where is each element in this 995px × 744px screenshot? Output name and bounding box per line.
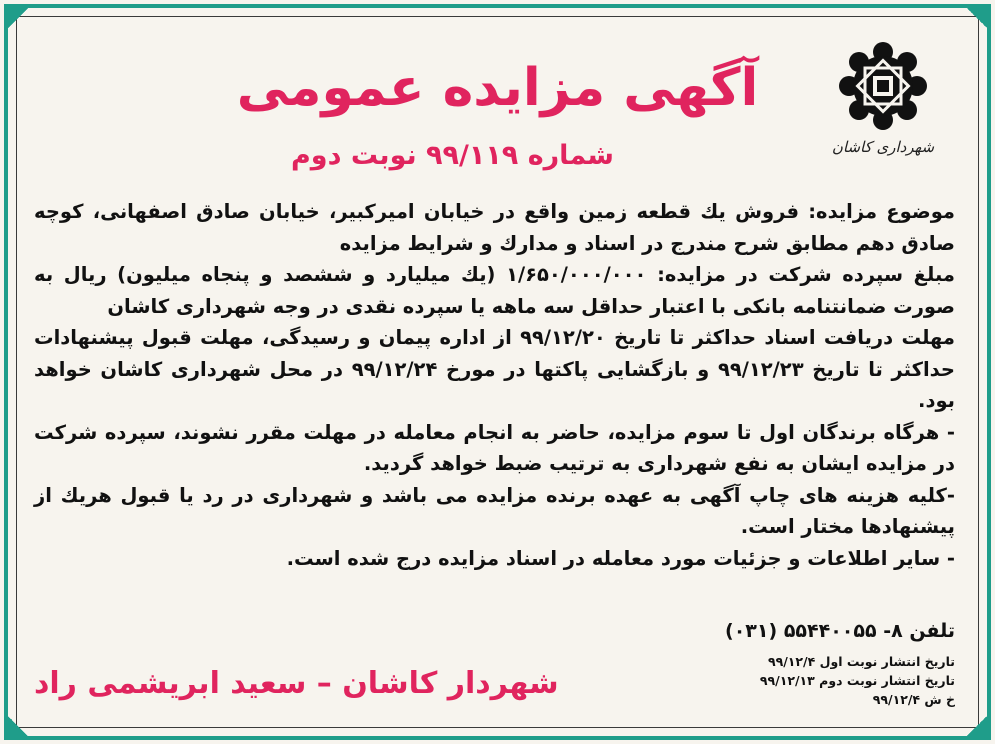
paragraph-deposit: مبلغ سپرده شرکت در مزایده: ۱/۶۵۰/۰۰۰/۰۰۰ (یك میلیارد و ششصد و پنجاه میلیون) ریال به صورت ضمانتنامه بانکی با اعتبار حداقل سه ماهه یا سپرده نقدی در وجه شهرداری کاشان [34,263,955,318]
page-title: آگهی مزایده عمومی [236,58,759,118]
corner-ornament [4,4,32,32]
publication-first: تاریخ انتشار نوبت اول ۹۹/۱۲/۴ [767,654,955,669]
corner-ornament [4,712,32,740]
notice-number: شماره ۹۹/۱۱۹ نوبت دوم [291,140,614,171]
paragraph-costs: -کلیه هزینه های چاپ آگهی به عهده برنده مزایده می باشد و شهرداری در رد یا قبول هریك از پیشنهادها مختار است. [34,483,955,538]
paragraph-subject: موضوع مزایده: فروش یك قطعه زمین واقع در خیابان امیرکبیر، خیابان صادق اصفهانی، کوچه صادق دهم مطابق شرح مندرج در اسناد و مدارك و شرایط مزایده [34,200,955,255]
contact-phone: تلفن ۸- ۵۵۴۴۰۰۵۵ (۰۳۱) [725,620,955,642]
corner-ornament [963,4,991,32]
logo-caption: شهرداری کاشان [831,138,935,156]
publication-dates [760,652,955,709]
signature-line: شهردار کاشان – سعید ابریشمی راد [34,666,559,701]
paragraph-details: - سایر اطلاعات و جزئیات مورد معامله در اسناد مزایده درج شده است. [286,546,955,570]
publication-second: تاریخ انتشار نوبت دوم ۹۹/۱۲/۱۳ [759,673,955,688]
corner-ornament [963,712,991,740]
kashan-emblem-icon [835,38,931,134]
paragraph-deadlines: مهلت دریافت اسناد حداکثر تا تاریخ ۹۹/۱۲/۲۰ از اداره پیمان و رسیدگی، مهلت قبول پیشنهادات حداکثر تا تاریخ ۹۹/۱۲/۲۳ و بازگشایی پاکتها در مورخ ۹۹/۱۲/۲۴ در محل شهرداری کاشان خواهد بود. [34,326,955,412]
paragraph-forfeit: - هرگاه برندگان اول تا سوم مزایده، حاضر به انجام معامله در مهلت مقرر نشوند، سپرده شرکت در مزایده ایشان به نفع شهرداری به ترتیب ضبط خواهد گردید. [34,420,955,475]
notice-body [34,196,955,574]
municipality-logo [831,38,935,178]
publication-code: خ ش ۹۹/۱۲/۴ [872,692,955,707]
